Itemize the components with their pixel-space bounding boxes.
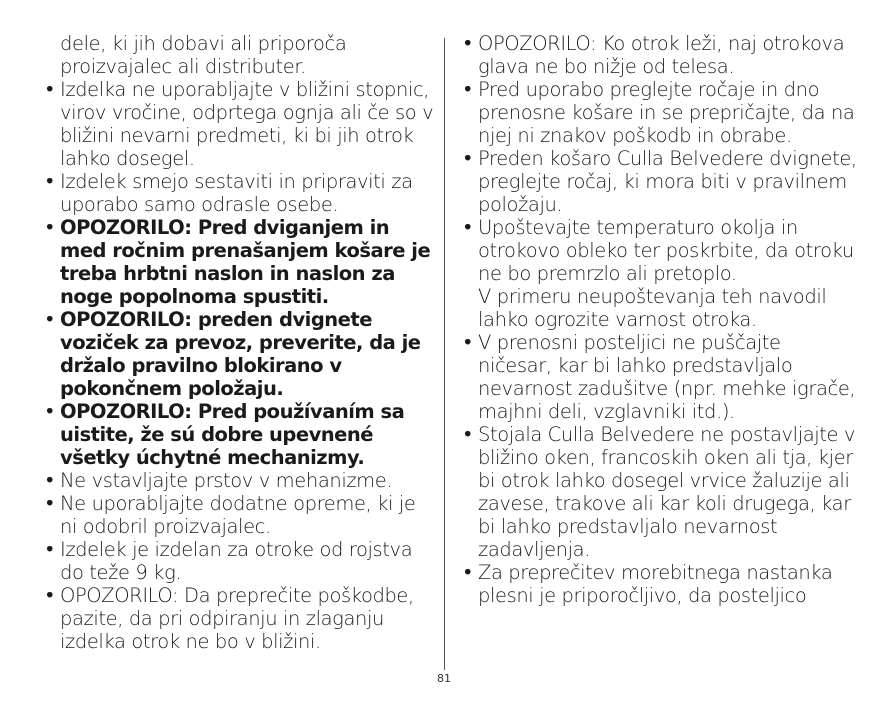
list-item: • Izdelka ne uporabljajte v bližini stopnic, virov vročine, odprtega ognja ali če so v bližini nevarni predmeti, ki bi jih otrok lahko dosegel. xyxy=(44,78,436,170)
column-divider xyxy=(444,38,445,670)
list-item: • Za preprečitev morebitnega nastanka plesni je priporočljivo, da posteljico xyxy=(462,561,858,607)
list-item: • Stojala Culla Belvedere ne postavljajte v bližino oken, francoskih oken ali tja, kjer bi otrok lahko dosegel vrvice žaluzije ali zavese, trakove ali kar koli drugega, kar bi lahko predstavljalo nevarnost zadavljenja. xyxy=(462,423,858,561)
list-item: • V prenosni posteljici ne puščajte ničesar, kar bi lahko predstavljalo nevarnost zadušitve (npr. mehke igrače, majhni deli, vzglavniki itd.). xyxy=(462,331,858,423)
list-item: • OPOZORILO: Ko otrok leži, naj otrokova glava ne bo nižje od telesa. xyxy=(462,32,858,78)
list-item: • Upoštevajte temperaturo okolja in otrokovo obleko ter poskrbite, da otroku ne bo premrzlo ali pretoplo. xyxy=(462,216,858,285)
list-item: • Pred uporabo preglejte ročaje in dno prenosne košare in se prepričajte, da na njej ni znakov poškodb in obrabe. xyxy=(462,78,858,147)
list-item: • Preden košaro Culla Belvedere dvignete, preglejte ročaj, ki mora biti v pravilnem položaju. xyxy=(462,147,858,216)
list-item: • OPOZORILO: Da preprečite poškodbe, pazite, da pri odpiranju in zlaganju izdelka otrok ne bo v bližini. xyxy=(44,584,436,653)
list-item: • Izdelek je izdelan za otroke od rojstva do teže 9 kg. xyxy=(44,538,436,584)
right-column xyxy=(462,32,858,607)
warning-item: • OPOZORILO: preden dvignete voziček za prevoz, preverite, da je držalo pravilno blokirano v pokončnem položaju. xyxy=(44,308,436,400)
left-column xyxy=(44,32,436,653)
list-item: • Ne vstavljajte prstov v mehanizme. xyxy=(44,469,436,492)
list-item: • Ne uporabljajte dodatne opreme, ki je ni odobril proizvajalec. xyxy=(44,492,436,538)
list-item: • Izdelek smejo sestaviti in pripraviti za uporabo samo odrasle osebe. xyxy=(44,170,436,216)
warning-item: • OPOZORILO: Pred používaním sa uistite, že sú dobre upevnené všetky úchytné mechanizmy. xyxy=(44,400,436,469)
warning-item: • OPOZORILO: Pred dviganjem in med ročnim prenašanjem košare je treba hrbtni naslon in naslon za noge popolnoma spustiti. xyxy=(44,216,436,308)
page-number: 81 xyxy=(437,672,451,685)
list-item: dele, ki jih dobavi ali priporoča proizvajalec ali distributer. xyxy=(60,32,347,78)
list-item: V primeru neupoštevanja teh navodil lahko ogrozite varnost otroka. xyxy=(478,285,827,331)
